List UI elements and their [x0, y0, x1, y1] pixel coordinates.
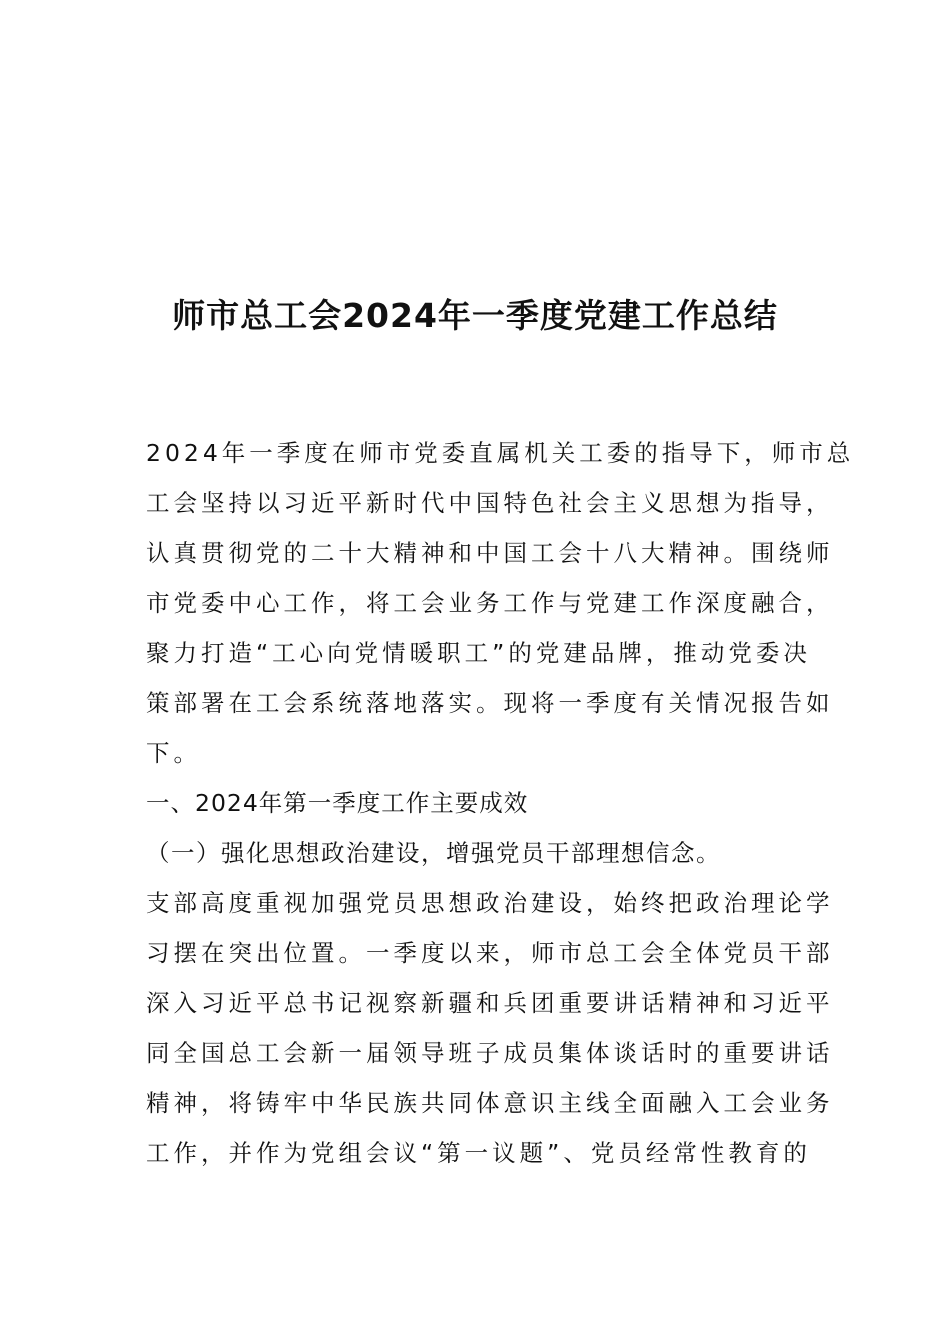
paragraph-line: 2024年一季度在师市党委直属机关工委的指导下，师市总: [146, 439, 855, 467]
paragraph-line: 同全国总工会新一届领导班子成员集体谈话时的重要讲话: [146, 1039, 834, 1067]
paragraph-line: 深入习近平总书记视察新疆和兵团重要讲话精神和习近平: [146, 989, 834, 1017]
paragraph-line: 精神，将铸牢中华民族共同体意识主线全面融入工会业务: [146, 1089, 834, 1117]
paragraph-line: 工会坚持以习近平新时代中国特色社会主义思想为指导，: [146, 489, 834, 517]
section-heading: 一、2024年第一季度工作主要成效: [146, 789, 529, 817]
subsection-heading: （一）强化思想政治建设，增强党员干部理想信念。: [146, 839, 721, 867]
paragraph-line: 工作，并作为党组会议“第一议题”、党员经常性教育的: [146, 1139, 811, 1167]
paragraph-line: 下。: [146, 739, 201, 767]
paragraph-line: 市党委中心工作，将工会业务工作与党建工作深度融合，: [146, 589, 834, 617]
document-body: [146, 428, 855, 1178]
paragraph-line: 策部署在工会系统落地落实。现将一季度有关情况报告如: [146, 689, 834, 717]
paragraph-line: 认真贯彻党的二十大精神和中国工会十八大精神。围绕师: [146, 539, 834, 567]
document-title: 师市总工会2024年一季度党建工作总结: [172, 296, 778, 335]
paragraph-line: 支部高度重视加强党员思想政治建设，始终把政治理论学: [146, 889, 834, 917]
paragraph-line: 聚力打造“工心向党情暖职工”的党建品牌，推动党委决: [146, 639, 811, 667]
paragraph-line: 习摆在突出位置。一季度以来，师市总工会全体党员干部: [146, 939, 834, 967]
